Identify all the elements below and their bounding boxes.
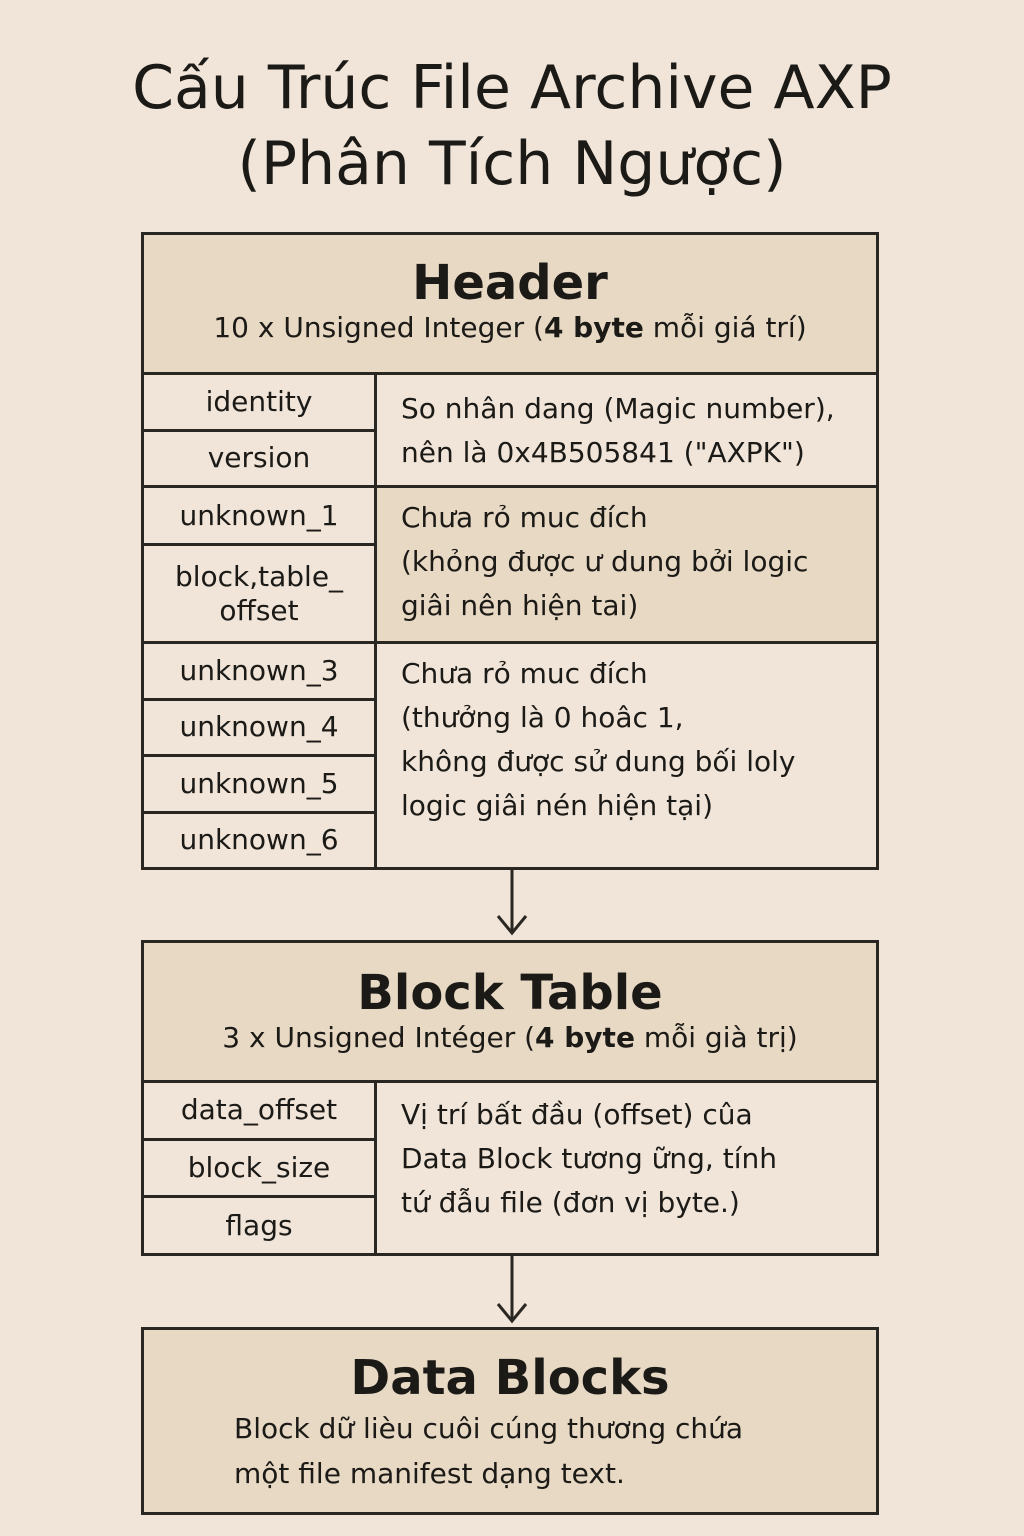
block-table-subtitle-post: mỗi già trị) [634,1021,798,1054]
header-group-2 [144,488,876,644]
field-block-table-offset [144,546,374,641]
header-box-subtitle [144,311,876,345]
header-group-2-description [377,488,876,641]
block-table-subtitle [144,1021,876,1055]
desc-line: Data Block tương ững, tính [401,1142,777,1175]
diagram-title-line-2: (Phân Tích Ngược) [237,129,787,199]
data-blocks-box [141,1327,879,1515]
block-table-group [144,1083,876,1253]
header-subtitle-bold: 4 byte [543,311,644,344]
data-blocks-title: Data Blocks [350,1350,670,1406]
desc-line: logic giâi nén hiện tại) [401,789,714,822]
header-group-3 [144,644,876,867]
block-table-description [377,1083,876,1253]
diagram-title [0,50,1024,202]
field-unknown-1: unknown_1 [144,488,374,546]
desc-line: tứ đẫu file (đơn vị byte.) [401,1186,740,1219]
header-group-2-fields [144,488,377,641]
field-block-table-offset-line-1: block,table_ [174,559,344,593]
data-blocks-head [144,1330,876,1512]
field-flags: flags [225,1208,293,1242]
field-unknown-6: unknown_6 [179,823,339,857]
desc-line: Chưa rỏ muc đích [401,501,648,534]
field-unknown-3: unknown_3 [144,644,374,701]
header-group-1-fields [144,375,377,485]
data-blocks-desc-line-1: Block dữ lièu cuôi cúng thương chứa [234,1412,744,1445]
desc-line: nên là 0x4B505841 ("AXPK") [401,436,805,469]
block-table-subtitle-pre: 3 x Unsigned Intéger ( [222,1021,536,1054]
arrow-down-icon [495,870,529,938]
header-group-3-description [377,644,876,867]
header-group-3-fields [144,644,377,867]
desc-line: Chưa rỏ muc đích [401,657,648,690]
block-table-title: Block Table [357,965,663,1021]
desc-line: Vị trí bất đầu (offset) cûa [401,1098,753,1131]
desc-line: So nhân dang (Magic number), [401,392,835,425]
data-blocks-desc-line-2: một file manifest dạng text. [234,1457,625,1490]
header-box-title: Header [412,255,608,311]
field-data-offset: data_offset [144,1083,374,1141]
header-box-head [144,235,876,375]
diagram-title-line-1: Cấu Trúc File Archive AXP [132,53,892,123]
block-table-fields [144,1083,377,1253]
field-unknown-5: unknown_5 [144,757,374,814]
block-table-box [141,940,879,1256]
field-block-size: block_size [144,1141,374,1199]
arrow-down-icon [495,1256,529,1326]
field-identity: identity [144,375,374,432]
header-group-1 [144,375,876,488]
desc-line: (thưởng là 0 hoâc 1, [401,701,684,734]
header-subtitle-post: mỗi giá trí) [643,311,807,344]
header-subtitle-pre: 10 x Unsigned Integer ( [213,311,544,344]
desc-line: không được sử dung bối loly [401,745,796,778]
block-table-subtitle-bold: 4 byte [535,1021,635,1054]
field-block-table-offset-line-2: offset [219,593,299,627]
field-unknown-4: unknown_4 [144,701,374,758]
field-version: version [207,441,311,475]
desc-line: (khỏng được ư dung bởi logic [401,545,809,578]
desc-line: giâi nên hiện tai) [401,589,639,622]
block-table-head [144,943,876,1083]
header-group-1-description [377,375,876,485]
header-box [141,232,879,870]
